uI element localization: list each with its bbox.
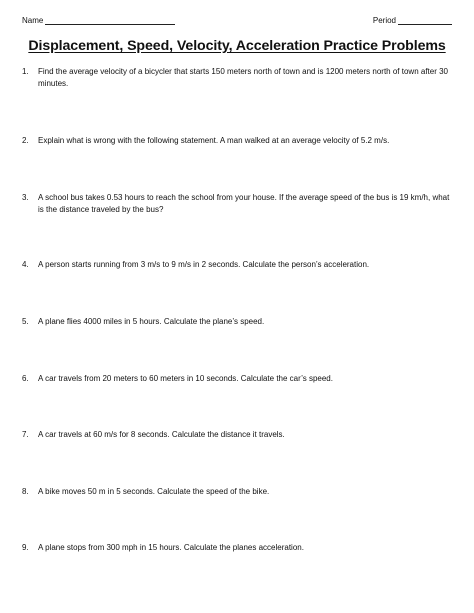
problem-item: [22, 486, 452, 498]
problem-item: [22, 135, 452, 147]
period-field: [373, 15, 452, 25]
problem-item: [22, 316, 452, 328]
problem-text: A school bus takes 0.53 hours to reach the school from your house. If the average speed of the bus is 19 km/h, what is the distance traveled by the bus?: [38, 193, 450, 214]
problem-text: A bike moves 50 m in 5 seconds. Calculate the speed of the bike.: [38, 487, 270, 496]
problem-number: 3.: [22, 193, 29, 202]
problem-text: Find the average velocity of a bicycler that starts 150 meters north of town and is 1200 meters north of town after 30 minutes.: [38, 67, 448, 88]
problem-item: [22, 373, 452, 385]
problem-number: 9.: [22, 543, 29, 552]
page-title: Displacement, Speed, Velocity, Acceleration Practice Problems: [28, 38, 446, 54]
problem-item: [22, 192, 452, 216]
period-label: Period: [372, 16, 396, 25]
period-blank-line[interactable]: [398, 15, 452, 25]
problem-number: 5.: [22, 317, 29, 326]
problem-text: A plane stops from 300 mph in 15 hours. Calculate the planes acceleration.: [38, 543, 304, 552]
problem-number: 1.: [22, 67, 29, 76]
problem-text: A car travels at 60 m/s for 8 seconds. Calculate the distance it travels.: [38, 430, 285, 439]
problem-number: 8.: [22, 487, 29, 496]
problem-number: 4.: [22, 260, 29, 269]
name-blank-line[interactable]: [45, 15, 175, 25]
problem-text: A person starts running from 3 m/s to 9 m/s in 2 seconds. Calculate the person’s acceleration.: [38, 260, 370, 269]
name-label: Name: [22, 16, 44, 25]
problem-number: 7.: [22, 430, 29, 439]
problem-text: A car travels from 20 meters to 60 meters in 10 seconds. Calculate the car’s speed.: [38, 374, 333, 383]
problem-number: 6.: [22, 374, 29, 383]
header: [22, 15, 452, 29]
name-field: [22, 15, 175, 25]
problem-item: [22, 259, 452, 271]
problem-text: Explain what is wrong with the following statement. A man walked at an average velocity of 5.2 m/s.: [38, 136, 390, 145]
problem-text: A plane flies 4000 miles in 5 hours. Calculate the plane’s speed.: [38, 317, 265, 326]
problem-item: [22, 66, 452, 90]
problem-item: [22, 429, 452, 441]
problem-number: 2.: [22, 136, 29, 145]
problem-item: [22, 542, 452, 554]
